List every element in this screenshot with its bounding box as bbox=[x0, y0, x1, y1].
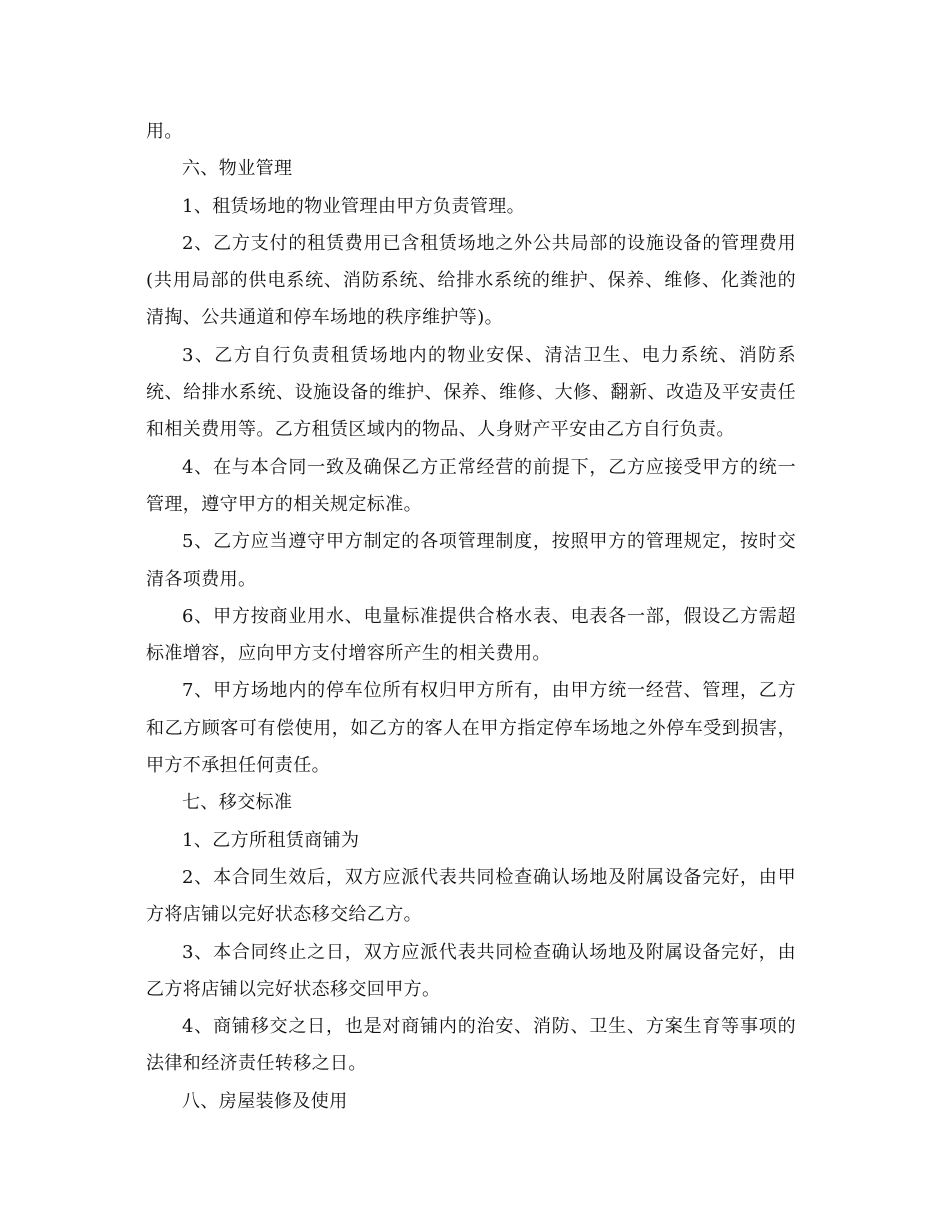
clause-7-4: 4、商铺移交之日，也是对商铺内的治安、消防、卫生、方案生育等事项的法律和经济责任转移之日。 bbox=[146, 1016, 796, 1075]
paragraph-continuation: 用。 bbox=[146, 121, 183, 142]
clause-6-6: 6、甲方按商业用水、电量标准提供合格水表、电表各一部，假设乙方需超标准增容，应向甲方支付增容所产生的相关费用。 bbox=[146, 605, 796, 665]
clause-6-5: 5、乙方应当遵守甲方制定的各项管理制度，按照甲方的管理规定，按时交清各项费用。 bbox=[146, 531, 796, 590]
clause-6-3: 3、乙方自行负责租赁场地内的物业安保、清洁卫生、电力系统、消防系统、给排水系统、设施设备的维护、保养、维修、大修、翻新、改造及平安责任和相关费用等。乙方租赁区域内的物品、人身财产平安由乙方自行负责。 bbox=[146, 344, 796, 441]
section-heading-property-management: 六、物业管理 bbox=[182, 158, 293, 180]
clause-6-2: 2、乙方支付的租赁费用已含租赁场地之外公共局部的设施设备的管理费用(共用局部的供电系统、消防系统、给排水系统的维护、保养、维修、化粪池的清掏、公共通道和停车场地的秩序维护等)。 bbox=[146, 232, 796, 329]
clause-7-3: 3、本合同终止之日，双方应派代表共同检查确认场地及附属设备完好，由乙方将店铺以完好状态移交回甲方。 bbox=[146, 941, 796, 1000]
document-body bbox=[146, 113, 796, 1120]
clause-7-1: 1、乙方所租赁商铺为 bbox=[182, 829, 360, 851]
clause-6-1: 1、租赁场地的物业管理由甲方负责管理。 bbox=[182, 195, 526, 217]
clause-6-7: 7、甲方场地内的停车位所有权归甲方所有，由甲方统一经营、管理，乙方和乙方顾客可有偿使用，如乙方的客人在甲方指定停车场地之外停车受到损害，甲方不承担任何责任。 bbox=[146, 680, 796, 777]
section-heading-handover-standard: 七、移交标准 bbox=[182, 792, 293, 814]
section-heading-renovation-and-use: 八、房屋装修及使用 bbox=[182, 1090, 348, 1112]
clause-7-2: 2、本合同生效后，双方应派代表共同检查确认场地及附属设备完好，由甲方将店铺以完好状态移交给乙方。 bbox=[146, 866, 796, 926]
clause-6-4: 4、在与本合同一致及确保乙方正常经营的前提下，乙方应接受甲方的统一管理，遵守甲方的相关规定标准。 bbox=[146, 456, 796, 515]
